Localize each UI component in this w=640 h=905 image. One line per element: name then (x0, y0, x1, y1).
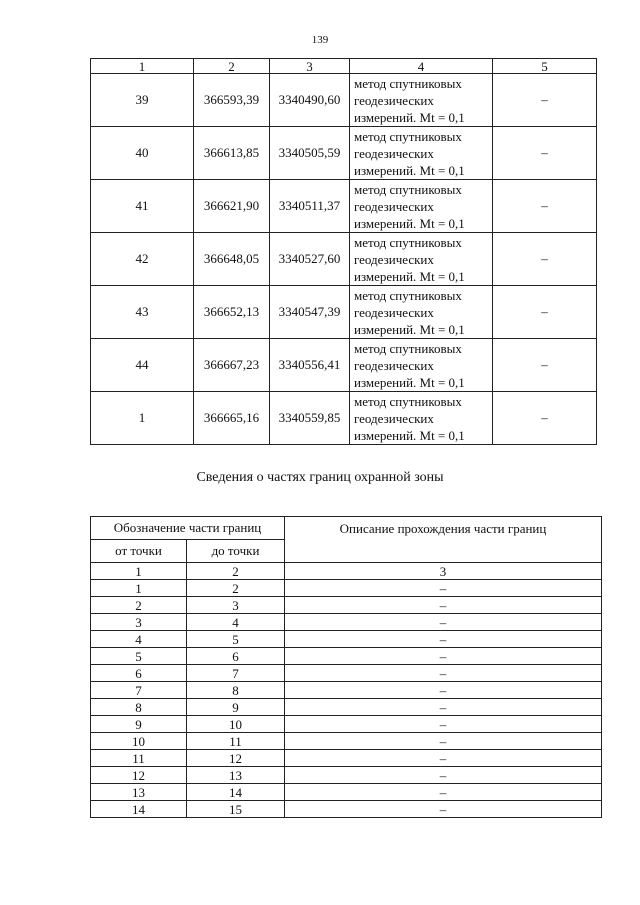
from-point-cell: 7 (91, 682, 187, 699)
description-cell: – (285, 716, 602, 733)
y-coordinate-cell: 3340556,41 (270, 339, 350, 392)
parts-row (91, 801, 602, 818)
parts-row (91, 631, 602, 648)
note-cell: – (493, 392, 597, 445)
description-cell: – (285, 631, 602, 648)
to-point-cell: 7 (187, 665, 285, 682)
to-point-cell: 3 (187, 597, 285, 614)
method-line: метод спутниковых (354, 393, 462, 409)
from-point-cell: 13 (91, 784, 187, 801)
to-point-cell: 2 (187, 580, 285, 597)
method-line: геодезических (354, 145, 434, 161)
method-line: геодезических (354, 198, 434, 214)
to-point-cell: 4 (187, 614, 285, 631)
description-cell: – (285, 784, 602, 801)
method-line: измерений. Mt = 0,1 (354, 321, 465, 337)
point-cell: 42 (91, 233, 194, 286)
y-coordinate-cell: 3340547,39 (270, 286, 350, 339)
description-cell: 3 (285, 563, 602, 580)
x-coordinate-cell: 366648,05 (194, 233, 270, 286)
method-line: геодезических (354, 304, 434, 320)
from-point-cell: 8 (91, 699, 187, 716)
page-number: 139 (311, 34, 329, 46)
method-line: метод спутниковых (354, 287, 462, 303)
parts-row (91, 597, 602, 614)
method-cell (350, 286, 493, 339)
y-coordinate-cell: 3340559,85 (270, 392, 350, 445)
method-cell (350, 74, 493, 127)
y-coordinate-cell: 3340527,60 (270, 233, 350, 286)
note-cell: – (493, 233, 597, 286)
to-point-cell: 14 (187, 784, 285, 801)
to-point-cell: 6 (187, 648, 285, 665)
point-cell: 44 (91, 339, 194, 392)
description-cell: – (285, 750, 602, 767)
x-coordinate-cell: 366621,90 (194, 180, 270, 233)
parts-row (91, 665, 602, 682)
coords-row (91, 233, 597, 286)
to-point-cell: 13 (187, 767, 285, 784)
description-cell: – (285, 665, 602, 682)
description-cell: – (285, 733, 602, 750)
description-cell: – (285, 699, 602, 716)
to-point-cell: 9 (187, 699, 285, 716)
to-point-cell: 12 (187, 750, 285, 767)
parts-row (91, 767, 602, 784)
x-coordinate-cell: 366665,16 (194, 392, 270, 445)
method-line: метод спутниковых (354, 75, 462, 91)
coords-row (91, 286, 597, 339)
parts-row (91, 563, 602, 580)
from-point-cell: 9 (91, 716, 187, 733)
from-point-cell: 1 (91, 563, 187, 580)
description-cell: – (285, 682, 602, 699)
x-coordinate-cell: 366652,13 (194, 286, 270, 339)
to-point-cell: 5 (187, 631, 285, 648)
parts-row (91, 580, 602, 597)
point-cell: 40 (91, 127, 194, 180)
description-cell: – (285, 801, 602, 818)
from-point-cell: 1 (91, 580, 187, 597)
method-cell (350, 392, 493, 445)
method-line: измерений. Mt = 0,1 (354, 109, 465, 125)
from-point-cell: 10 (91, 733, 187, 750)
method-line: геодезических (354, 410, 434, 426)
method-cell (350, 180, 493, 233)
to-point-cell: 10 (187, 716, 285, 733)
parts-row (91, 733, 602, 750)
method-line: метод спутниковых (354, 340, 462, 356)
method-line: метод спутниковых (354, 128, 462, 144)
method-line: измерений. Mt = 0,1 (354, 215, 465, 231)
description-cell: – (285, 648, 602, 665)
method-line: измерений. Mt = 0,1 (354, 374, 465, 390)
parts-header-row (91, 517, 602, 540)
coords-header-cell: 2 (194, 59, 270, 74)
note-cell: – (493, 180, 597, 233)
coords-row (91, 180, 597, 233)
parts-row (91, 614, 602, 631)
method-cell (350, 233, 493, 286)
method-line: геодезических (354, 357, 434, 373)
from-point-cell: 3 (91, 614, 187, 631)
note-cell: – (493, 74, 597, 127)
method-line: измерений. Mt = 0,1 (354, 268, 465, 284)
from-point-cell: 4 (91, 631, 187, 648)
boundary-parts-table (90, 516, 602, 818)
description-cell: – (285, 614, 602, 631)
method-line: измерений. Mt = 0,1 (354, 162, 465, 178)
y-coordinate-cell: 3340490,60 (270, 74, 350, 127)
description-cell: – (285, 767, 602, 784)
coords-header-cell: 5 (493, 59, 597, 74)
section-title: Сведения о частях границ охранной зоны (196, 470, 444, 485)
parts-row (91, 784, 602, 801)
parts-row (91, 648, 602, 665)
point-cell: 41 (91, 180, 194, 233)
from-point-cell: 5 (91, 648, 187, 665)
to-point-cell: 11 (187, 733, 285, 750)
parts-header-from: от точки (91, 540, 187, 563)
coords-header-row (91, 59, 597, 74)
from-point-cell: 2 (91, 597, 187, 614)
from-point-cell: 6 (91, 665, 187, 682)
coords-row (91, 392, 597, 445)
parts-row (91, 750, 602, 767)
description-cell: – (285, 597, 602, 614)
coordinates-table (90, 58, 597, 445)
x-coordinate-cell: 366667,23 (194, 339, 270, 392)
parts-row (91, 716, 602, 733)
parts-header-to: до точки (187, 540, 285, 563)
y-coordinate-cell: 3340511,37 (270, 180, 350, 233)
method-cell (350, 127, 493, 180)
point-cell: 1 (91, 392, 194, 445)
parts-row (91, 699, 602, 716)
description-cell: – (285, 580, 602, 597)
note-cell: – (493, 286, 597, 339)
parts-header-group: Обозначение части границ (91, 517, 285, 540)
method-line: геодезических (354, 92, 434, 108)
method-line: метод спутниковых (354, 234, 462, 250)
method-line: измерений. Mt = 0,1 (354, 427, 465, 443)
method-line: метод спутниковых (354, 181, 462, 197)
coords-row (91, 339, 597, 392)
from-point-cell: 12 (91, 767, 187, 784)
note-cell: – (493, 127, 597, 180)
to-point-cell: 2 (187, 563, 285, 580)
point-cell: 39 (91, 74, 194, 127)
from-point-cell: 14 (91, 801, 187, 818)
parts-header-description: Описание прохождения части границ (285, 517, 602, 563)
coords-header-cell: 1 (91, 59, 194, 74)
to-point-cell: 15 (187, 801, 285, 818)
method-line: геодезических (354, 251, 434, 267)
point-cell: 43 (91, 286, 194, 339)
to-point-cell: 8 (187, 682, 285, 699)
coords-row (91, 127, 597, 180)
x-coordinate-cell: 366613,85 (194, 127, 270, 180)
coords-row (91, 74, 597, 127)
method-cell (350, 339, 493, 392)
coords-header-cell: 3 (270, 59, 350, 74)
note-cell: – (493, 339, 597, 392)
parts-row (91, 682, 602, 699)
y-coordinate-cell: 3340505,59 (270, 127, 350, 180)
x-coordinate-cell: 366593,39 (194, 74, 270, 127)
coords-header-cell: 4 (350, 59, 493, 74)
from-point-cell: 11 (91, 750, 187, 767)
